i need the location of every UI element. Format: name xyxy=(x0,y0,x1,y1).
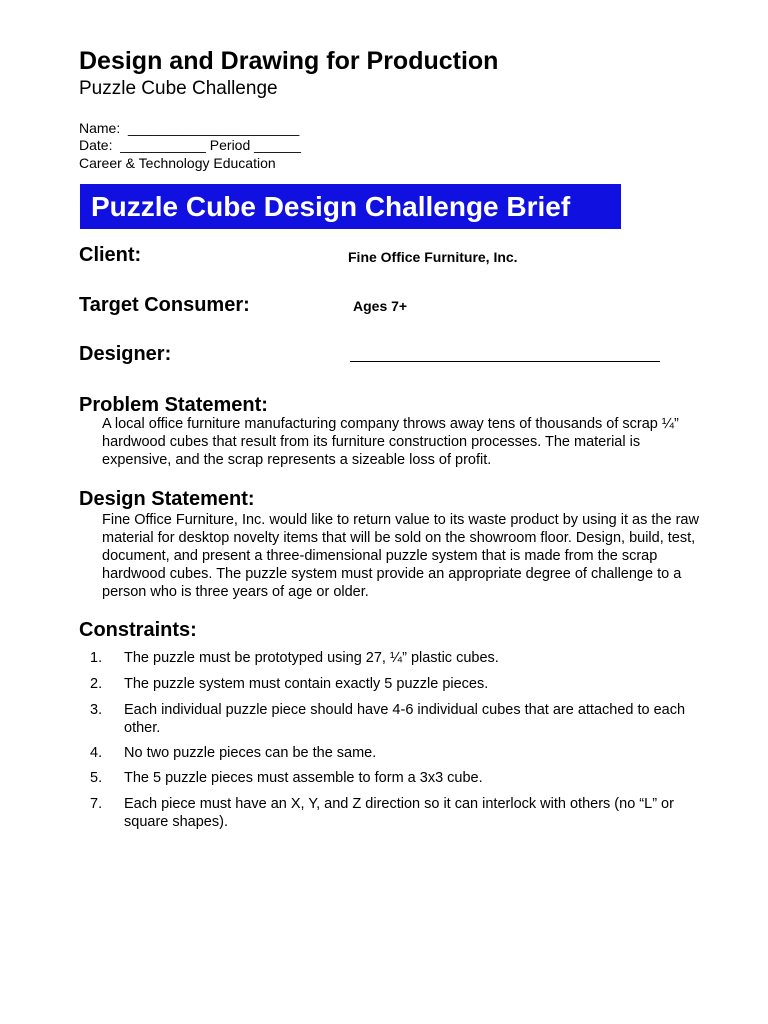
list-item-number: 1. xyxy=(90,650,103,666)
document-subtitle: Puzzle Cube Challenge xyxy=(79,78,278,99)
problem-statement-heading: Problem Statement: xyxy=(79,394,268,416)
list-item-text: No two puzzle pieces can be the same. xyxy=(124,745,377,761)
design-statement-heading: Design Statement: xyxy=(79,488,255,510)
brief-banner: Puzzle Cube Design Challenge Brief xyxy=(80,184,621,229)
designer-blank-line xyxy=(350,361,660,362)
designer-label: Designer: xyxy=(79,343,172,365)
list-item-text: Each individual puzzle piece should have 4-6 individual cubes that are attached to each other. xyxy=(124,702,686,736)
list-item-number: 2. xyxy=(90,676,103,692)
target-consumer-value: Ages 7+ xyxy=(353,298,408,314)
problem-statement-text: A local office furniture manufacturing company throws away tens of thousands of scrap ¼” hardwood cubes that result from its furniture construction processes. The material is expensive, and the scrap represents a sizeable loss of profit. xyxy=(102,416,679,468)
list-item-number: 5. xyxy=(90,770,103,786)
name-line: Name: ______________________ xyxy=(79,120,300,136)
client-value: Fine Office Furniture, Inc. xyxy=(348,249,518,265)
constraints-heading: Constraints: xyxy=(79,619,197,641)
list-item-number: 4. xyxy=(90,745,103,761)
date-period-line: Date: ___________ Period ______ xyxy=(79,137,301,153)
list-item-number: 3. xyxy=(90,702,103,718)
target-consumer-label: Target Consumer: xyxy=(79,294,250,316)
design-statement-text: Fine Office Furniture, Inc. would like to return value to its waste product by using it as the raw material for desktop novelty items that will be sold on the showroom floor. Design, build, test, document, and present a three-dimensional puzzle system that is made from the scrap hardwood cubes. The puzzle system must provide an appropriate degree of challenge to a person who is three years of age or older. xyxy=(102,512,699,600)
list-item-text: The puzzle must be prototyped using 27, ¼” plastic cubes. xyxy=(124,650,499,666)
list-item-text: The puzzle system must contain exactly 5 puzzle pieces. xyxy=(124,676,489,692)
list-item-text: Each piece must have an X, Y, and Z direction so it can interlock with others (no “L” or square shapes). xyxy=(124,796,674,830)
list-item-number: 7. xyxy=(90,796,103,812)
department-line: Career & Technology Education xyxy=(79,155,276,171)
client-label: Client: xyxy=(79,244,142,266)
list-item-text: The 5 puzzle pieces must assemble to form a 3x3 cube. xyxy=(124,770,483,786)
document-title: Design and Drawing for Production xyxy=(79,47,499,75)
